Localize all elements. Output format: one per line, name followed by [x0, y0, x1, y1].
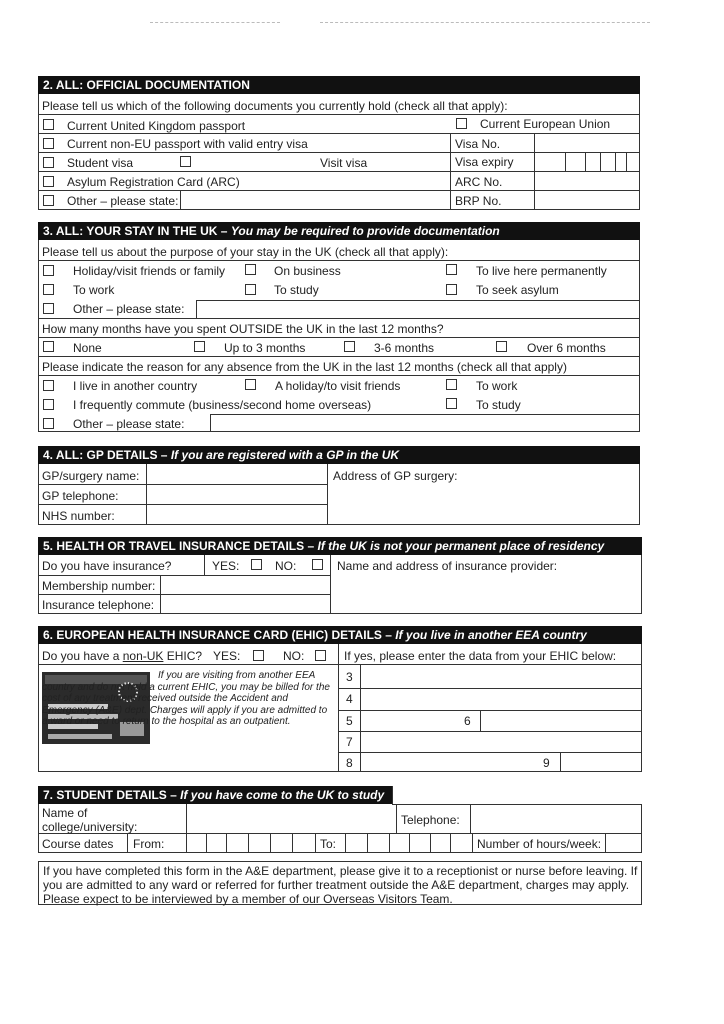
section-6-title: 6. EUROPEAN HEALTH INSURANCE CARD (EHIC) DETAILS – — [43, 628, 392, 642]
section-5-subtitle: If the UK is not your permanent place of residency — [317, 539, 605, 553]
other-purpose-checkbox[interactable] — [43, 303, 54, 314]
visit-visa-checkbox[interactable] — [180, 156, 191, 167]
study-checkbox[interactable] — [245, 284, 256, 295]
to-study-label: To study — [476, 398, 521, 412]
live-permanently-label: To live here permanently — [476, 264, 607, 278]
insurance-no-checkbox[interactable] — [312, 559, 323, 570]
work-checkbox[interactable] — [43, 284, 54, 295]
course-to-label: To: — [320, 837, 337, 851]
course-dates-label: Course dates — [42, 837, 114, 851]
nhs-number-label: NHS number: — [42, 509, 115, 523]
section-5-title: 5. HEALTH OR TRAVEL INSURANCE DETAILS – — [43, 539, 315, 553]
gp-surgery-name-label: GP/surgery name: — [42, 469, 140, 483]
section-3-header — [38, 222, 640, 240]
none-checkbox[interactable] — [43, 341, 54, 352]
footer-notice-text: If you have completed this form in the A&E department, please give it to a receptionist or nurse before leaving. If you are admitted to any ward or referred for further treatment outside the A&E department, charges may apply. Please expect to be interviewed by a member of our Overseas Visitors Team. — [43, 864, 638, 906]
up-to-3-label: Up to 3 months — [224, 341, 306, 355]
business-label: On business — [274, 264, 341, 278]
ehic-no-checkbox[interactable] — [315, 650, 326, 661]
study-label: To study — [274, 283, 319, 297]
brp-no-label: BRP No. — [455, 194, 502, 208]
other-reason-label: Other – please state: — [73, 417, 185, 431]
other-document-label: Other – please state: — [67, 194, 179, 208]
to-study-checkbox[interactable] — [446, 398, 457, 409]
another-country-label: I live in another country — [73, 379, 198, 393]
visa-no-field[interactable] — [535, 134, 639, 152]
student-visa-checkbox[interactable] — [43, 157, 54, 168]
ehic-yes-label: YES: — [213, 649, 241, 663]
insurance-yes-label: YES: — [212, 559, 240, 573]
asylum-label: To seek asylum — [476, 283, 559, 297]
ehic-no-label: NO: — [283, 649, 305, 663]
section-2-header — [38, 76, 640, 94]
non-eu-passport-checkbox[interactable] — [43, 138, 54, 149]
gp-telephone-label: GP telephone: — [42, 489, 119, 503]
ehic-field-5-number: 5 — [346, 714, 353, 728]
student-telephone-label: Telephone: — [401, 813, 460, 827]
section-7-title: 7. STUDENT DETAILS – — [43, 788, 177, 802]
work-label: To work — [73, 283, 115, 297]
top-dashed-line-2 — [320, 22, 650, 23]
holiday-friends-checkbox[interactable] — [245, 379, 256, 390]
ehic-billing-note: If you are visiting from another EEA country and do not hold a current EHIC, you may be billed for the cost of any treatment received outside the Accident and Emergency (A&E) dept. Charges will apply if you are admitted to a ward or need to return to the hospital as an outpatient. — [42, 670, 330, 727]
absence-reason-question: Please indicate the reason for any absence from the UK in the last 12 months (check all that apply) — [42, 360, 567, 374]
other-reason-checkbox[interactable] — [43, 418, 54, 429]
ehic-question-pre: Do you have a — [42, 649, 123, 663]
commute-checkbox[interactable] — [43, 399, 54, 410]
gp-address-label: Address of GP surgery: — [333, 469, 458, 483]
section-4-title: 4. ALL: GP DETAILS – — [43, 448, 168, 462]
ehic-question — [42, 649, 202, 663]
uk-passport-checkbox[interactable] — [43, 119, 54, 130]
months-question: How many months have you spent OUTSIDE the UK in the last 12 months? — [42, 322, 444, 336]
three-six-label: 3-6 months — [374, 341, 435, 355]
ehic-field-3-number: 3 — [346, 670, 353, 684]
section-2-title: 2. ALL: OFFICIAL DOCUMENTATION — [43, 78, 250, 92]
uk-passport-label: Current United Kingdom passport — [67, 119, 246, 133]
to-work-checkbox[interactable] — [446, 379, 457, 390]
section-5-header — [38, 537, 642, 555]
non-eu-passport-label: Current non-EU passport with valid entry visa — [67, 137, 308, 151]
have-insurance-label: Do you have insurance? — [42, 559, 172, 573]
student-visa-label: Student visa — [67, 156, 134, 170]
arc-checkbox[interactable] — [43, 176, 54, 187]
purpose-prompt: Please tell us about the purpose of your stay in the UK (check all that apply): — [42, 245, 449, 259]
ehic-yes-checkbox[interactable] — [253, 650, 264, 661]
arc-no-label: ARC No. — [455, 175, 503, 189]
ehic-question-non-uk: non-UK — [122, 649, 164, 663]
section-3-title: 3. ALL: YOUR STAY IN THE UK – — [43, 224, 228, 238]
section-4-header — [38, 446, 640, 464]
insurance-no-label: NO: — [275, 559, 297, 573]
another-country-checkbox[interactable] — [43, 380, 54, 391]
section-7-header — [38, 786, 392, 804]
insurance-yes-checkbox[interactable] — [251, 559, 262, 570]
insurance-provider-label: Name and address of insurance provider: — [337, 559, 558, 573]
over-6-checkbox[interactable] — [496, 341, 507, 352]
section-4-subtitle: If you are registered with a GP in the UK — [170, 448, 400, 462]
none-label: None — [73, 341, 102, 355]
hours-per-week-label: Number of hours/week: — [477, 837, 602, 851]
top-dashed-line — [150, 22, 280, 23]
course-from-label: From: — [133, 837, 165, 851]
eu-passport-checkbox[interactable] — [456, 118, 467, 129]
holiday-label: Holiday/visit friends or family — [73, 264, 226, 278]
holiday-friends-label: A holiday/to visit friends — [275, 379, 401, 393]
ehic-question-post: EHIC? — [163, 649, 203, 663]
other-document-checkbox[interactable] — [43, 195, 54, 206]
eu-passport-label: Current European Union — [480, 117, 611, 131]
footer-notice-box — [38, 861, 642, 905]
insurance-telephone-label: Insurance telephone: — [42, 598, 155, 612]
live-permanently-checkbox[interactable] — [446, 264, 457, 275]
ehic-field-9-number: 9 — [543, 756, 550, 770]
visa-no-label: Visa No. — [455, 137, 501, 151]
ehic-field-4-number: 4 — [346, 692, 353, 706]
asylum-checkbox[interactable] — [446, 284, 457, 295]
ehic-field-8-number: 8 — [346, 756, 353, 770]
to-work-label: To work — [476, 379, 518, 393]
visa-expiry-label: Visa expiry — [455, 155, 514, 169]
ehic-field-7-number: 7 — [346, 735, 353, 749]
documents-prompt: Please tell us which of the following documents you currently hold (check all that apply): — [42, 99, 508, 113]
holiday-checkbox[interactable] — [43, 265, 54, 276]
over-6-label: Over 6 months — [527, 341, 606, 355]
visit-visa-label: Visit visa — [320, 156, 368, 170]
section-7-subtitle: If you have come to the UK to study — [180, 788, 385, 802]
arc-label: Asylum Registration Card (ARC) — [67, 175, 240, 189]
section-6-subtitle: If you live in another EEA country — [395, 628, 587, 642]
commute-label: I frequently commute (business/second home overseas) — [73, 398, 372, 412]
other-purpose-label: Other – please state: — [73, 302, 185, 316]
ehic-field-6-number: 6 — [464, 714, 471, 728]
college-label: Name of college/university: — [42, 806, 138, 834]
membership-number-label: Membership number: — [42, 579, 156, 593]
ehic-enter-data-label: If yes, please enter the data from your EHIC below: — [344, 649, 617, 663]
section-3-subtitle: You may be required to provide documentation — [230, 224, 500, 238]
three-six-checkbox[interactable] — [344, 341, 355, 352]
section-6-header — [38, 626, 642, 644]
business-checkbox[interactable] — [245, 264, 256, 275]
up-to-3-checkbox[interactable] — [194, 341, 205, 352]
